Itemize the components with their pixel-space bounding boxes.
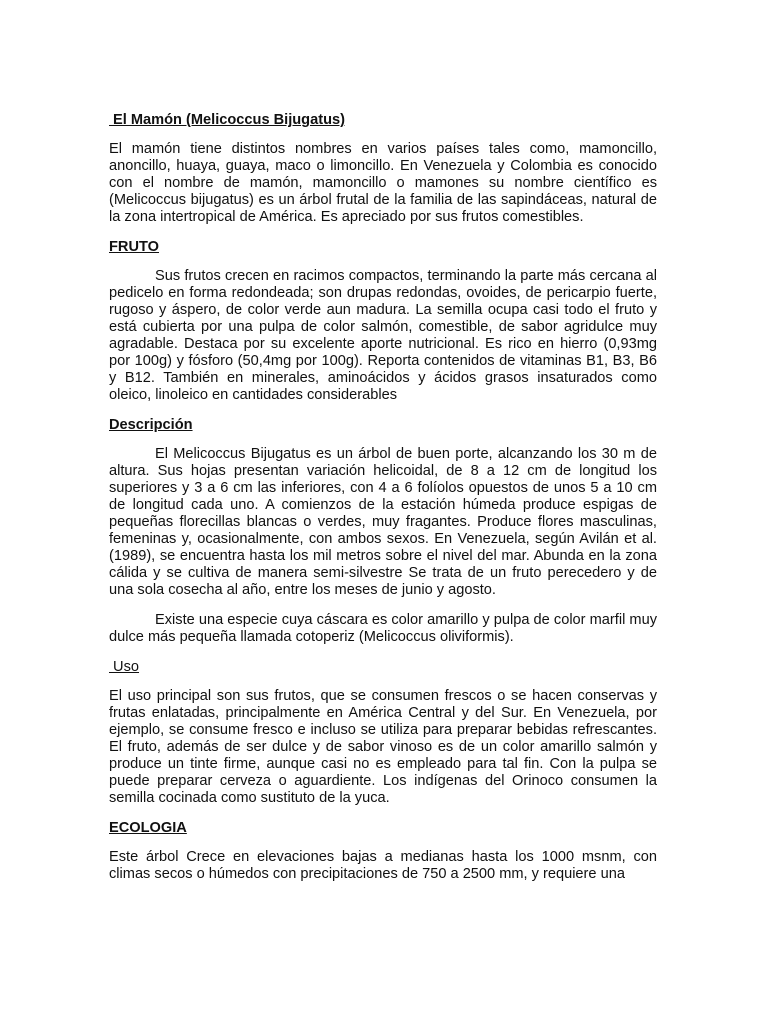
descripcion-heading: Descripción bbox=[109, 417, 193, 433]
descripcion-paragraph-2: Existe una especie cuya cáscara es color amarillo y pulpa de color marfil muy dulce más pequeña llamada cotoperiz (Melicoccus oliviformis). bbox=[109, 612, 657, 645]
uso-paragraph: El uso principal son sus frutos, que se consumen frescos o se hacen conservas y frutas enlatadas, principalmente en América Central y del Sur. En Venezuela, por ejemplo, se consume fresco e incluso se utiliza para preparar bebidas refrescantes. El fruto, además de ser dulce y de sabor vinoso es de un color amarillo salmón y produce un tinte firme, aunque casi no es empleado para tal fin. Con la pulpa se puede preparar cerveza o aguardiente. Los indígenas del Orinoco consumen la semilla cocinada como sustituto de la yuca. bbox=[109, 688, 657, 806]
document-title: El Mamón (Melicoccus Bijugatus) bbox=[109, 112, 345, 128]
intro-paragraph: El mamón tiene distintos nombres en varios países tales como, mamoncillo, anoncillo, huaya, guaya, maco o limoncillo. En Venezuela y Colombia es conocido con el nombre de mamón, mamoncillo o mamones su nombre científico es (Melicoccus bijugatus) es un árbol frutal de la familia de las sapindáceas, natural de la zona intertropical de América. Es apreciado por sus frutos comestibles. bbox=[109, 141, 657, 225]
fruto-paragraph: Sus frutos crecen en racimos compactos, terminando la parte más cercana al pedicelo en forma redondeada; son drupas redondas, ovoides, de pericarpio fuerte, rugoso y áspero, de color verde aun madura. La semilla ocupa casi todo el fruto y está cubierta por una pulpa de color salmón, comestible, de sabor agridulce muy agradable. Destaca por su excelente aporte nutricional. Es rico en hierro (0,93mg por 100g) y fósforo (50,4mg por 100g). Reporta contenidos de vitaminas B1, B3, B6 y B12. También en minerales, aminoácidos y ácidos grasos insaturados como oleico, linoleico en cantidades considerables bbox=[109, 268, 657, 403]
descripcion-paragraph-1: El Melicoccus Bijugatus es un árbol de buen porte, alcanzando los 30 m de altura. Sus hojas presentan variación helicoidal, de 8 a 12 cm de longitud los superiores y 3 a 6 cm las inferiores, con 4 a 6 folíolos opuestos de unos 5 a 10 cm de longitud cada uno. A comienzos de la estación húmeda produce espigas de pequeñas florecillas blancas o verdes, muy fragantes. Produce flores masculinas, femeninas y, ocasionalmente, con ambos sexos. En Venezuela, según Avilán et al. (1989), se encuentra hasta los mil metros sobre el nivel del mar. Abunda en la zona cálida y se cultiva de manera semi-silvestre Se trata de un fruto perecedero y de una sola cosecha al año, entre los meses de junio y agosto. bbox=[109, 446, 657, 598]
ecologia-paragraph: Este árbol Crece en elevaciones bajas a medianas hasta los 1000 msnm, con climas secos o húmedos con precipitaciones de 750 a 2500 mm, y requiere una bbox=[109, 849, 657, 882]
ecologia-heading: ECOLOGIA bbox=[109, 820, 187, 836]
document-page bbox=[109, 112, 657, 896]
fruto-heading: FRUTO bbox=[109, 239, 159, 255]
uso-heading: Uso bbox=[109, 659, 140, 675]
